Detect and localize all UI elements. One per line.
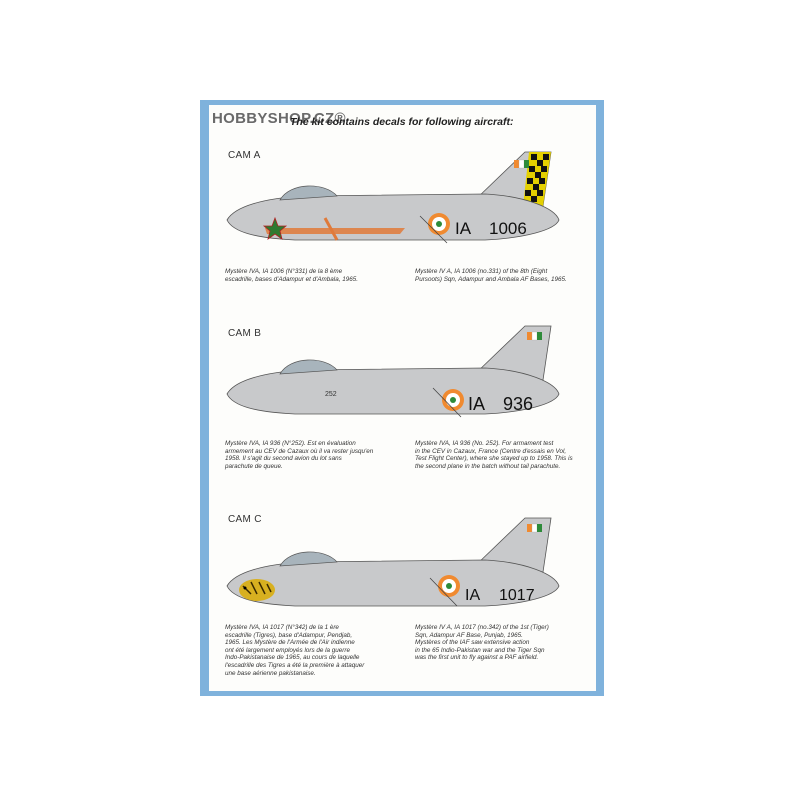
cam-c-serial-prefix: IA (465, 587, 481, 604)
caption-line: the second plane in the batch without tail parachute. (415, 462, 561, 470)
cam-a-caption-fr (225, 268, 397, 283)
caption-line: in the CEV in Cazaux, France (Centre d'essais en Vol, (415, 447, 567, 455)
caption-line: in the 65 Indio-Pakistan war and the Tiger Sqn (415, 646, 545, 654)
caption-line: escadrille, bases d'Adampur et d'Ambala, 1965. (225, 275, 358, 283)
cam-b-fuselage-code: 252 (325, 391, 337, 398)
caption-line: Test Flight Center), where she stayed up to 1958. This is (415, 455, 573, 463)
caption-line: Mystère IV A, IA 1006 (no.331) of the 8th (Eight (415, 268, 548, 275)
cam-a-serial-prefix: IA (455, 219, 472, 238)
caption-line: armement au CEV de Cazaux où il va rester jusqu'en (225, 447, 374, 455)
cam-b-caption-fr (225, 440, 397, 470)
cam-c-label: CAM C (228, 514, 262, 525)
cam-a-roundel (428, 213, 450, 235)
cam-b-fin-flash (527, 332, 542, 340)
caption-line: ont été largement employés lors de la guerre (225, 646, 350, 654)
cam-c-aircraft-illustration (225, 514, 585, 614)
caption-line: Mystère IVA, IA 936 (No. 252). For armament test (415, 440, 554, 447)
caption-line: parachute de queue. (225, 462, 283, 470)
cam-b-serial: 936 (503, 394, 534, 414)
caption-line: 1965. Les Mystère de l'Armée de l'Air indienne (225, 639, 355, 647)
caption-line: Sqn, Adampur AF Base, Punjab, 1965. (415, 631, 523, 639)
cam-c-tiger-emblem (239, 579, 275, 601)
caption-line: Mystère IVA, IA 1006 (N°331) de la 8 ème (225, 268, 343, 275)
watermark: HOBBYSHOP.CZ® (212, 110, 346, 127)
caption-line: Indo-Pakistanaise de 1965, au cours de laquelle (225, 654, 360, 662)
caption-line: Mystère IVA, IA 936 (N°252). Est en évaluation (225, 440, 356, 447)
cam-a-aircraft-illustration (225, 148, 585, 248)
cam-b-serial-prefix: IA (468, 394, 486, 414)
caption-line: Mystère IVA, IA 1017 (N°342) de la 1 ère (225, 624, 339, 631)
caption-line: 1958. Il s'agit du second avion du lot sans (225, 455, 342, 463)
cam-c-serial: 1017 (499, 587, 535, 604)
cam-b-roundel (442, 389, 464, 411)
caption-line: une base aérienne pakistanaise. (225, 669, 316, 677)
caption-line: Mystères of the IAF saw extensive action (415, 639, 530, 647)
caption-line: Mystère IV A, IA 1017 (no.342) of the 1st (Tiger) (415, 624, 549, 631)
caption-line: was the first unit to fly against a PAF airfield. (415, 654, 539, 662)
cam-a-caption-en (415, 268, 587, 283)
cam-a-fin-flash (514, 160, 529, 168)
caption-line: escadrille (Tigres), base d'Adampur, Pendjab, (225, 631, 353, 639)
caption-line: Pursoots) Sqn, Adampur and Ambala AF Bases, 1965. (415, 275, 567, 283)
caption-line: l'escadrille des Tigres a été la première à attaquer (225, 661, 365, 669)
cam-b-caption-en (415, 440, 587, 470)
cam-a-serial: 1006 (489, 219, 527, 238)
cam-b-label: CAM B (228, 328, 262, 339)
cam-b-aircraft-illustration (225, 322, 585, 422)
cam-c-caption-en (415, 624, 587, 662)
sheet-header: The kit contains decals for following aircraft: (290, 116, 514, 128)
cam-c-caption-fr (225, 624, 397, 677)
cam-c-fin-flash (527, 524, 542, 532)
cam-c-roundel (438, 575, 460, 597)
cam-a-label: CAM A (228, 150, 261, 161)
